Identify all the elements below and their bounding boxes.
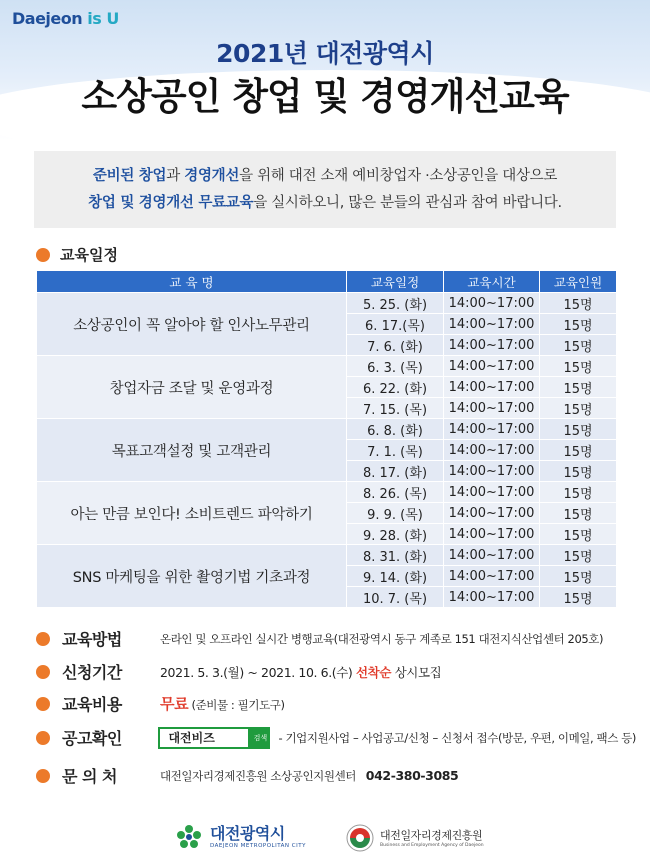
session-seats: 15명 <box>540 293 617 314</box>
session-date: 7. 15. (목) <box>347 398 444 419</box>
session-time: 14:00~17:00 <box>444 314 540 335</box>
session-date: 7. 1. (목) <box>347 440 444 461</box>
poster-title: 소상공인 창업 및 경영개선교육 <box>81 75 569 118</box>
info-period: 신청기간 2021. 5. 3.(월) ~ 2021. 10. 6.(수) 선착순 상시모집 <box>36 660 636 683</box>
session-seats: 15명 <box>540 356 617 377</box>
session-date: 9. 9. (목) <box>347 503 444 524</box>
bullet-dot-icon <box>36 665 50 679</box>
session-seats: 15명 <box>540 314 617 335</box>
session-date: 6. 22. (화) <box>347 377 444 398</box>
session-date: 9. 28. (화) <box>347 524 444 545</box>
info-notice: 공고확인 대전비즈 검색 - 기업지원사업 – 사업공고/신청 – 신청서 접수(방문, 우편, 이메일, 팩스 등) <box>36 726 636 749</box>
session-seats: 15명 <box>540 440 617 461</box>
session-seats: 15명 <box>540 587 617 608</box>
session-time: 14:00~17:00 <box>444 461 540 482</box>
search-input: 대전비즈 <box>158 727 250 749</box>
session-seats: 15명 <box>540 398 617 419</box>
schedule-heading: 교육일정 <box>36 244 118 265</box>
search-button: 검색 <box>250 727 270 749</box>
session-time: 14:00~17:00 <box>444 398 540 419</box>
session-seats: 15명 <box>540 566 617 587</box>
session-time: 14:00~17:00 <box>444 503 540 524</box>
bullet-dot-icon <box>36 697 50 711</box>
session-time: 14:00~17:00 <box>444 377 540 398</box>
bullet-dot-icon <box>36 632 50 646</box>
table-header-row <box>37 271 617 293</box>
intro-line-2: 창업 및 경영개선 무료교육을 실시하오니, 많은 분들의 관심과 참여 바랍니다. <box>88 195 562 211</box>
table-row <box>37 293 617 314</box>
course-name: 아는 만큼 보인다! 소비트렌드 파악하기 <box>37 482 347 545</box>
schedule-table <box>36 270 617 608</box>
session-time: 14:00~17:00 <box>444 566 540 587</box>
column-header: 교 육 명 <box>37 271 347 293</box>
course-name: 창업자금 조달 및 운영과정 <box>37 356 347 419</box>
session-date: 5. 25. (화) <box>347 293 444 314</box>
course-name: SNS 마케팅을 위한 촬영기법 기초과정 <box>37 545 347 608</box>
session-time: 14:00~17:00 <box>444 524 540 545</box>
daejeon-city-logo: 대전광역시 DAEJEON METROPOLITAN CITY <box>176 824 306 850</box>
session-seats: 15명 <box>540 482 617 503</box>
column-header: 교육일정 <box>347 271 444 293</box>
session-date: 8. 26. (목) <box>347 482 444 503</box>
session-seats: 15명 <box>540 524 617 545</box>
bullet-dot-icon <box>36 769 50 783</box>
session-date: 7. 6. (화) <box>347 335 444 356</box>
session-time: 14:00~17:00 <box>444 440 540 461</box>
course-name: 소상공인이 꼭 알아야 할 인사노무관리 <box>37 293 347 356</box>
session-date: 8. 31. (화) <box>347 545 444 566</box>
column-header: 교육시간 <box>444 271 540 293</box>
info-cost: 교육비용 무료 (준비물 : 필기도구) <box>36 692 636 715</box>
session-time: 14:00~17:00 <box>444 587 540 608</box>
session-time: 14:00~17:00 <box>444 293 540 314</box>
intro-box <box>34 151 616 228</box>
session-date: 10. 7. (목) <box>347 587 444 608</box>
session-time: 14:00~17:00 <box>444 356 540 377</box>
session-seats: 15명 <box>540 335 617 356</box>
session-time: 14:00~17:00 <box>444 482 540 503</box>
session-date: 6. 17.(목) <box>347 314 444 335</box>
session-date: 9. 14. (화) <box>347 566 444 587</box>
session-seats: 15명 <box>540 377 617 398</box>
table-row <box>37 419 617 440</box>
session-time: 14:00~17:00 <box>444 545 540 566</box>
session-seats: 15명 <box>540 419 617 440</box>
poster-subtitle: 2021년 대전광역시 <box>216 39 434 68</box>
bullet-dot-icon <box>36 731 50 745</box>
table-row <box>37 356 617 377</box>
session-time: 14:00~17:00 <box>444 419 540 440</box>
session-seats: 15명 <box>540 503 617 524</box>
column-header: 교육인원 <box>540 271 617 293</box>
session-seats: 15명 <box>540 545 617 566</box>
agency-logo: 대전일자리경제진흥원 Business and Employment Agency of Daejeon <box>346 824 484 852</box>
session-date: 6. 8. (화) <box>347 419 444 440</box>
footer-logos <box>0 820 650 860</box>
daejeon-brand-logo: Daejeon is U <box>12 9 119 28</box>
intro-line-1: 준비된 창업과 경영개선을 위해 대전 소재 예비창업자 ·소상공인을 대상으로 <box>92 168 558 184</box>
session-time: 14:00~17:00 <box>444 335 540 356</box>
city-emblem-icon <box>176 824 202 850</box>
bullet-dot-icon <box>36 248 50 262</box>
info-contact: 문 의 처 대전일자리경제진흥원 소상공인지원센터 042-380-3085 <box>36 764 636 787</box>
agency-emblem-icon <box>346 824 374 852</box>
session-seats: 15명 <box>540 461 617 482</box>
session-date: 6. 3. (목) <box>347 356 444 377</box>
course-name: 목표고객설정 및 고객관리 <box>37 419 347 482</box>
info-method: 교육방법 온라인 및 오프라인 실시간 병행교육(대전광역시 동구 계족로 151 대전지식산업센터 205호) <box>36 627 636 650</box>
session-date: 8. 17. (화) <box>347 461 444 482</box>
table-row <box>37 545 617 566</box>
search-box <box>158 727 270 749</box>
table-row <box>37 482 617 503</box>
